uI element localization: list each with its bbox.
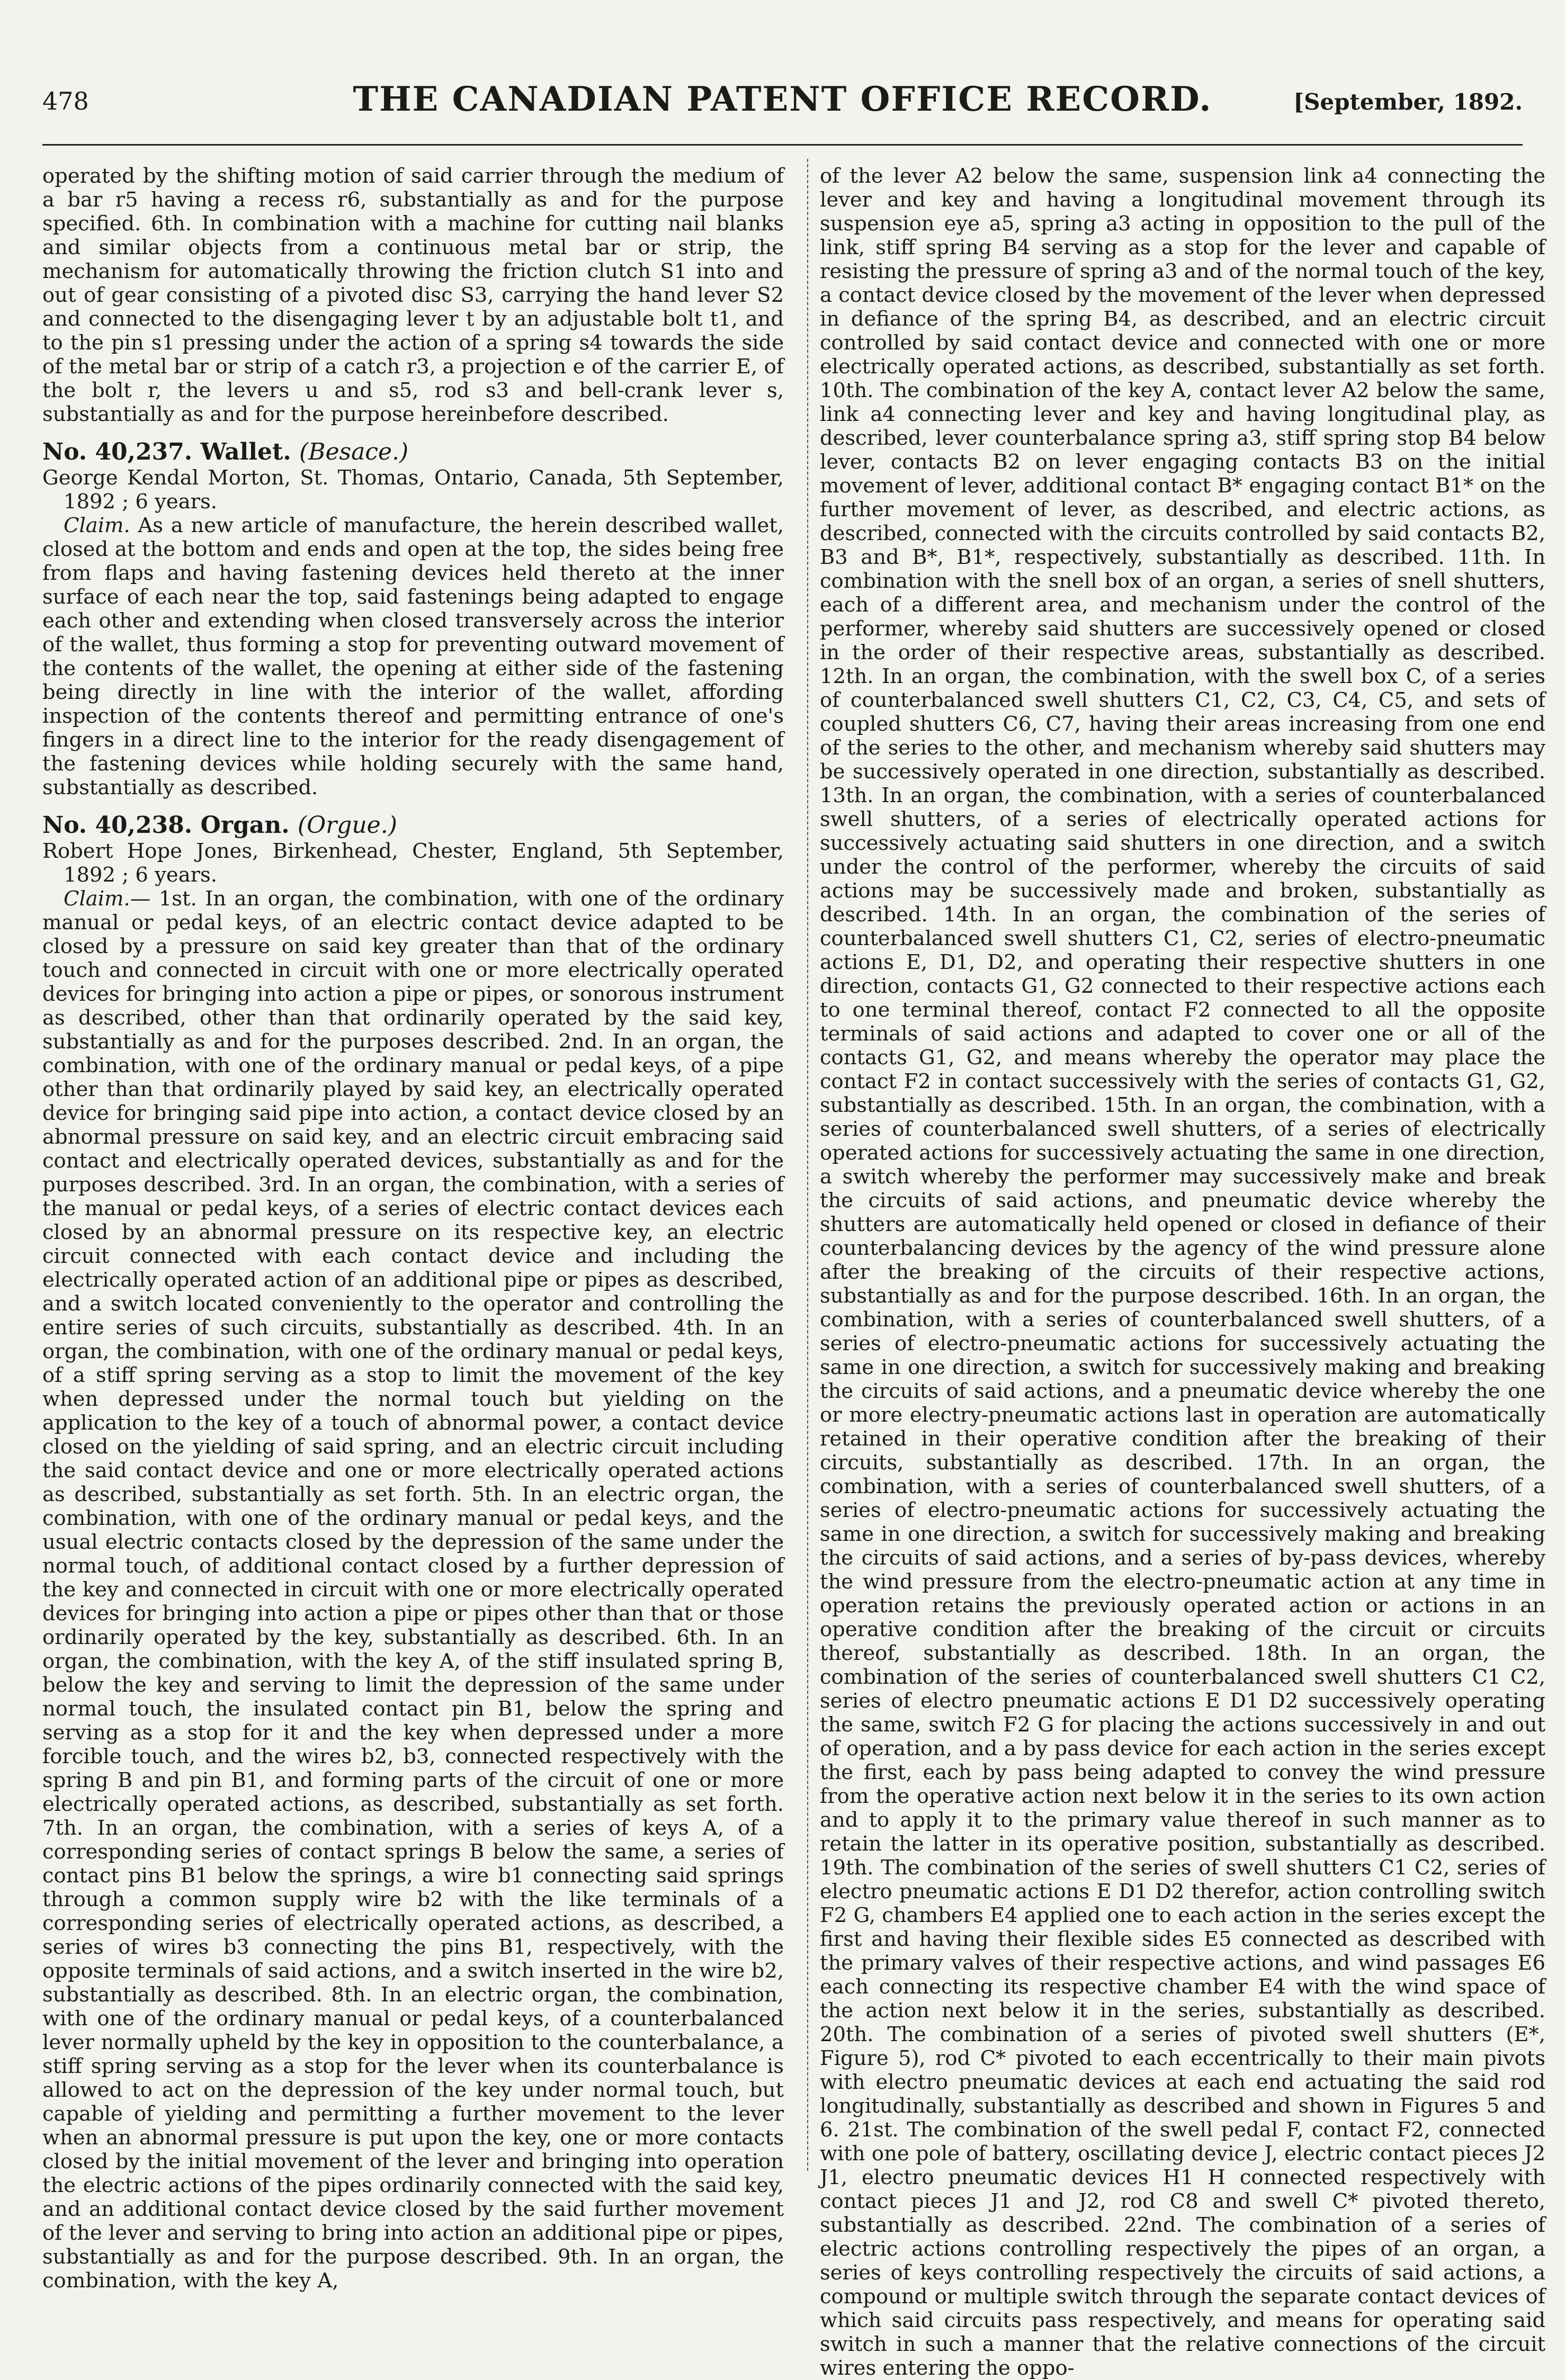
claim-text: [42, 887, 784, 2293]
patent-title: Organ.: [200, 812, 290, 839]
column-divider: [807, 159, 808, 2171]
claim-label: Claim.—: [64, 887, 151, 911]
patent-french-title: (Besace.): [299, 438, 409, 465]
claims-continuation: of the lever A2 below the same, suspension link a4 connecting the lever and key and having a longitudinal movement through its suspension eye a5, spring a3 acting in opposition to the pull of the link, stiff spring B4 serving as a stop for the lever and capable of resisting the pressure of spring a3 and of the normal touch of the key, a contact device closed by the movement of the lever when depressed in defiance of the spring B4, as described, and an electric circuit controlled by said contact device and connected with one or more electrically operated actions, as described, substantially as set forth. 10th. The combination of the key A, contact lever A2 below the same, link a4 connecting lever and key and having longitudinal play, as described, lever counterbalance spring a3, stiff spring stop B4 below lever, contacts B2 on lever engaging contacts B3 on the initial movement of lever, additional contact B* engaging contact B1* on the further movement of lever, as described, and electric actions, as described, connected with the circuits controlled by said contacts B2, B3 and B*, B1*, respectively, substantially as described. 11th. In combination with the snell box of an organ, a series of snell shutters, each of a different area, and mechanism under the control of the performer, whereby said shutters are successively opened or closed in the order of their respective areas, substantially as described. 12th. In an organ, the combination, with the swell box C, of a series of counterbalanced swell shutters C1, C2, C3, C4, C5, and sets of coupled shutters C6, C7, having their areas increasing from one end of the series to the other, and mechanism whereby said shutters may be successively operated in one direction, substantially as described. 13th. In an organ, the combination, with a series of counterbalanced swell shutters, of a series of electrically operated actions for successively actuating said shutters in one direction, and a switch under the control of the performer, whereby the circuits of said actions may be successively made and broken, substantially as described. 14th. In an organ, the combination of the series of counterbalanced swell shutters C1, C2, series of electro-pneumatic actions E, D1, D2, and operating their respective shutters in one direction, contacts G1, G2 connected to their respective actions each to one terminal thereof, contact F2 connected to all the opposite terminals of said actions and adapted to cover one or all of the contacts G1, G2, and means whereby the operator may place the contact F2 in contact successively with the series of contacts G1, G2, substantially as described. 15th. In an organ, the combination, with a series of counterbalanced swell shutters, of a series of electrically operated actions for successively actuating the same in one direction, a switch whereby the performer may successively make and break the circuits of said actions, and pneumatic device whereby the shutters are automatically held opened or closed in defiance of their counterbalancing devices by the agency of the wind pressure alone after the breaking of the circuits of their respective actions, substantially as and for the purpose described. 16th. In an organ, the combination, with a series of counterbalanced swell shutters, of a series of electro-pneumatic actions for successively actuating the same in one direction, a switch for successively making and breaking the circuits of said actions, and a pneumatic device whereby the one or more electry-pneumatic actions last in operation are automatically retained in their operative condition after the breaking of their circuits, substantially as described. 17th. In an organ, the combination, with a series of counterbalanced swell shutters, of a series of electro-pneumatic actions for successively actuating the same in one direction, a switch for successively making and breaking the circuits of said actions, and a series of by-pass devices, whereby the wind pressure from the electro-pneumatic action at any time in operation retains the previously operated action or actions in an operative condition after the breaking of the circuit or circuits thereof, substantially as described. 18th. In an organ, the combination of the series of counterbalanced swell shutters C1 C2, series of electro pneumatic actions E D1 D2 successively operating the same, switch F2 G for placing the actions successively in and out of operation, and a by pass device for each action in the series except the first, each by pass being adapted to convey the wind pressure from the operative action next below it in the series to its own action and to apply it to the primary value thereof in such manner as to retain the latter in its operative position, substantially as described. 19th. The combination of the series of swell shutters C1 C2, series of electro pneumatic actions E D1 D2 therefor, action controlling switch F2 G, chambers E4 applied one to each action in the series except the first and having their flexible sides E5 connected as described with the primary valves of their respective actions, and wind passages E6 each connecting its respective chamber E4 with the wind space of the action next below it in the series, substantially as described. 20th. The combination of a series of pivoted swell shutters (E*, Figure 5), rod C* pivoted to each eccentrically to their main pivots with electro pneumatic devices at each end actuating the said rod longitudinally, substantially as described and shown in Figures 5 and 6. 21st. The combination of the swell pedal F, contact F2, connected with one pole of battery, oscillating device J, electric contact pieces J2 J1, electro pneumatic devices H1 H connected respectively with contact pieces J1 and J2, rod C8 and swell C* pivoted thereto, substantially as described. 22nd. The combination of a series of electric actions controlling respectively the pipes of an organ, a series of keys controlling respectively the circuits of said actions, a compound or multiple switch through the separate contact devices of which said circuits pass respectively, and means for operating said switch in such a manner that the relative connections of the circuit wires entering the oppo-: [820, 164, 1545, 2380]
left-column: [42, 164, 784, 2293]
page-header: [42, 79, 1523, 127]
patent-number: No. 40,237.: [42, 438, 193, 465]
patent-heading-40237: [42, 440, 784, 464]
page-number: 478: [42, 87, 89, 115]
claim-body: 1st. In an organ, the combination, with one of the ordinary manual or pedal keys, of an electric contact device adapted to be closed by a pressure on said key greater than that of the ordinary touch and connected in circuit with one or more electrically operated devices for bringing into action a pipe or pipes, or sonorous instrument as described, other than that ordinarily operated by the said key, substantially as and for the purposes described. 2nd. In an organ, the combination, with one of the ordinary manual or pedal keys, of a pipe other than that ordinarily played by said key, an electrically operated device for bringing said pipe into action, a contact device closed by an abnormal pressure on said key, and an electric circuit embracing said contact and electrically operated devices, substantially as and for the purposes described. 3rd. In an organ, the combination, with a series of the manual or pedal keys, of a series of electric contact devices each closed by an abnormal pressure on its respective key, an electric circuit connected with each contact device and including the electrically operated action of an additional pipe or pipes as described, and a switch located conveniently to the operator and controlling the entire series of such circuits, substantially as described. 4th. In an organ, the combination, with one of the ordinary manual or pedal keys, of a stiff spring serving as a stop to limit the movement of the key when depressed under the normal touch but yielding on the application to the key of a touch of abnormal power, a contact device closed on the yielding of said spring, and an electric circuit including the said contact device and one or more electrically operated actions as described, substantially as set forth. 5th. In an electric organ, the combination, with one of the ordinary manual or pedal keys, and the usual electric contacts closed by the depression of the same under the normal touch, of additional contact closed by a further depression of the key and connected in circuit with one or more electrically operated devices for bringing into action a pipe or pipes other than that or those ordinarily operated by the key, substantially as described. 6th. In an organ, the combination, with the key A, of the stiff insulated spring B, below the key and serving to limit the depression of the same under normal touch, the insulated contact pin B1, below the spring and serving as a stop for it and the key when depressed under a more forcible touch, and the wires b2, b3, connected respectively with the spring B and pin B1, and forming parts of the circuit of one or more electrically operated actions, as described, substantially as set forth. 7th. In an organ, the combination, with a series of keys A, of a corresponding series of contact springs B below the same, a series of contact pins B1 below the springs, a wire b1 connecting said springs through a common supply wire b2 with the like terminals of a corresponding series of electrically operated actions, as described, a series of wires b3 connecting the pins B1, respectively, with the opposite terminals of said actions, and a switch inserted in the wire b2, substantially as described. 8th. In an electric organ, the combination, with one of the ordinary manual or pedal keys, of a counterbalanced lever normally upheld by the key in opposition to the counterbalance, a stiff spring serving as a stop for the lever when its counterbalance is allowed to act on the depression of the key under normal touch, but capable of yielding and permitting a further movement to the lever when an abnormal pressure is put upon the key, one or more contacts closed by the initial movement of the lever and bringing into operation the electric actions of the pipes ordinarily connected with the said key, and an additional contact device closed by the said further movement of the lever and serving to bring into action an additional pipe or pipes, substantially as and for the purpose described. 9th. In an organ, the combination, with the key A,: [42, 887, 784, 2293]
patentee: George Kendal Morton, St. Thomas, Ontario, Canada, 5th September, 1892 ; 6 years.: [42, 466, 784, 514]
claim-text: [42, 514, 784, 800]
patent-french-title: (Orgue.): [297, 812, 397, 839]
issue-date: [September, 1892.: [1293, 89, 1523, 115]
journal-title: THE CANADIAN PATENT OFFICE RECORD.: [353, 79, 1212, 119]
claim-body: As a new article of manufacture, the herein described wallet, closed at the bottom and ends and open at the top, the sides being free from flaps and having fastening devices held thereto at the inner surface of each near the top, said fastenings being adapted to engage each other and extending when closed transversely across the interior of the wallet, thus forming a stop for preventing outward movement of the contents of the wallet, the opening at either side of the fastening being directly in line with the interior of the wallet, affording inspection of the contents thereof and permitting entrance of one's fingers in a direct line to the interior for the ready disengagement of the fastening devices while holding securely with the same hand, substantially as described.: [42, 514, 784, 800]
patent-number: No. 40,238.: [42, 812, 193, 839]
patent-heading-40238: [42, 813, 784, 837]
right-column: [820, 164, 1545, 2380]
patent-title: Wallet.: [200, 438, 291, 465]
claim-label: Claim.: [64, 514, 130, 537]
patentee: Robert Hope Jones, Birkenhead, Chester, England, 5th September, 1892 ; 6 years.: [42, 839, 784, 887]
continuation-text: operated by the shifting motion of said carrier through the medium of a bar r5 having a recess r6, substantially as and for the purpose specified. 6th. In combination with a machine for cutting nail blanks and similar objects from a continuous metal bar or strip, the mechanism for automatically throwing the friction clutch S1 into and out of gear consisting of a pivoted disc S3, carrying the hand lever S2 and connected to the disengaging lever t by an adjustable bolt t1, and to the pin s1 pressing under the action of a spring s4 towards the side of the metal bar or strip of a catch r3, a projection e of the carrier E, of the bolt r, the levers u and s5, rod s3 and bell-crank lever s, substantially as and for the purpose hereinbefore described.: [42, 164, 784, 426]
header-rule: [42, 144, 1523, 146]
